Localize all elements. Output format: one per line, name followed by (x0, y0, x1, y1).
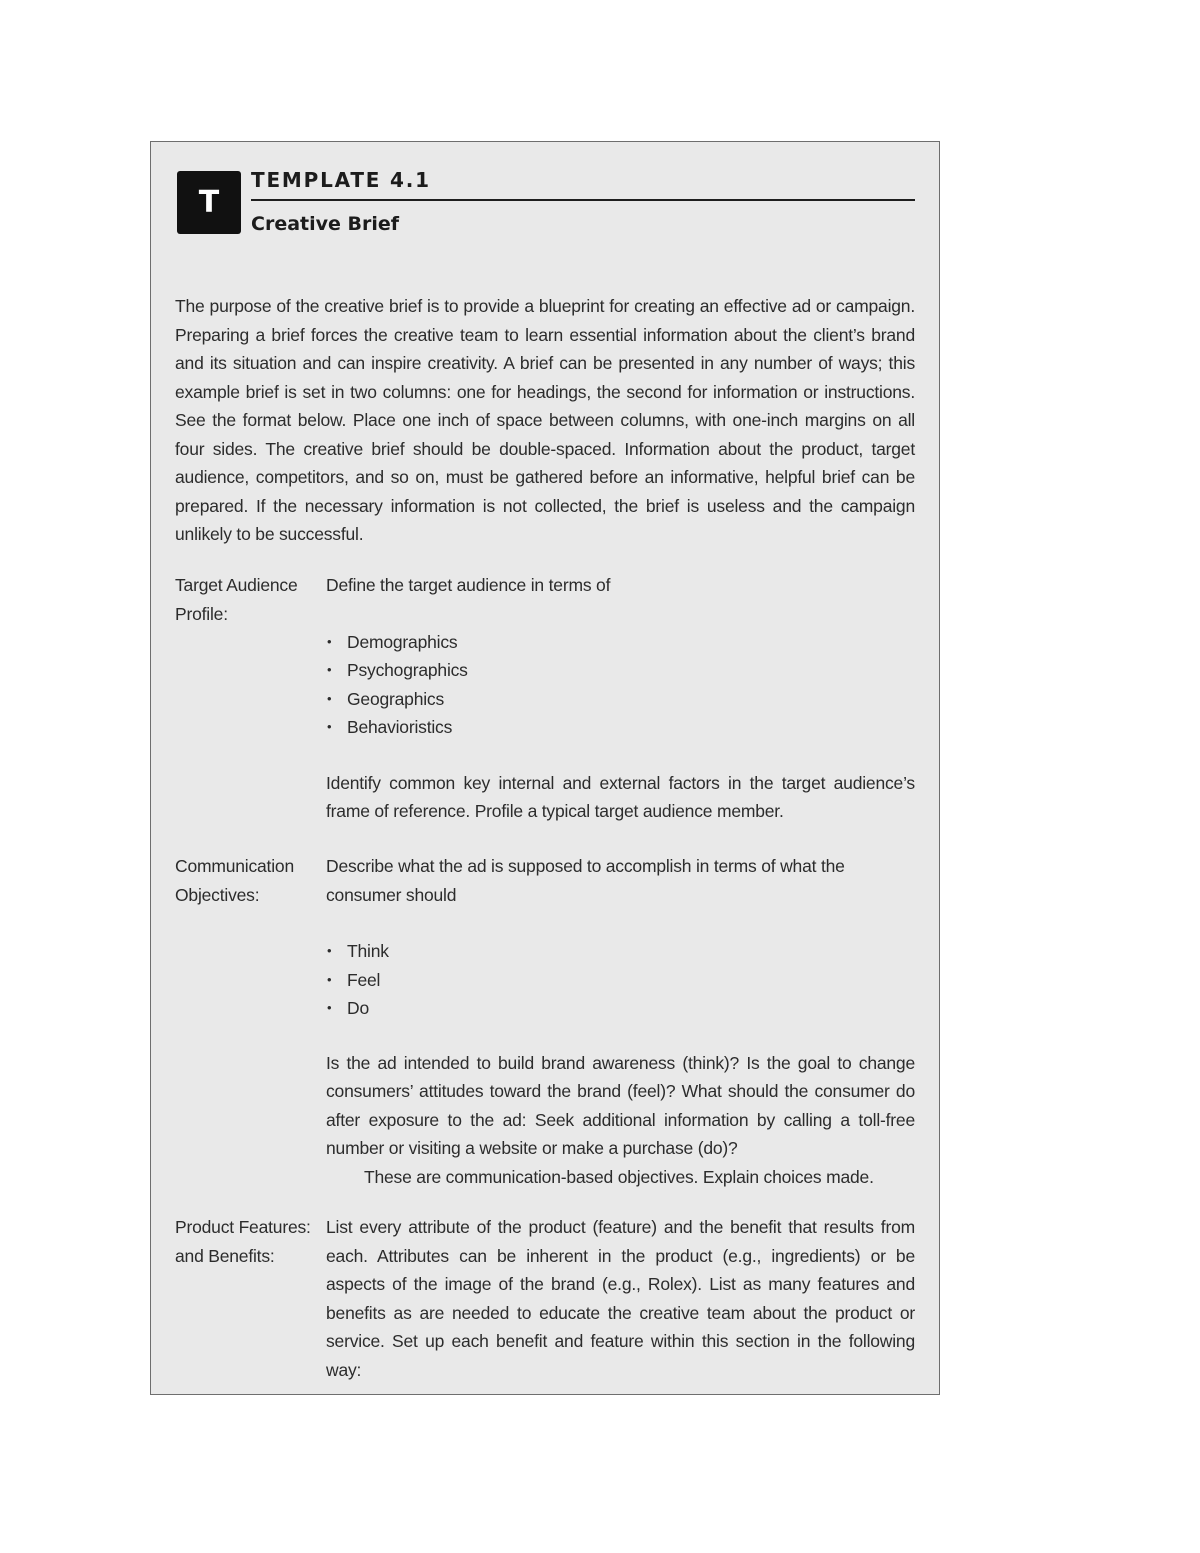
list-item: • Behavioristics (326, 713, 915, 742)
section-body (326, 1213, 915, 1384)
section-detail: List every attribute of the product (feature) and the benefit that results from each. Attributes can be inherent in the product (e.g., ingredients) or be aspects of the image of the brand (e.g., Rolex). List as many features and benefits as are needed to educate the creative team about the product or service. Set up each benefit and feature within this section in the following way: (326, 1217, 915, 1380)
template-badge: T (177, 171, 241, 234)
bullet-list (326, 937, 915, 1023)
template-box (150, 141, 940, 1395)
bullet-icon: • (327, 690, 332, 706)
bullet-icon: • (327, 719, 332, 734)
bullet-icon: • (327, 1000, 332, 1015)
bullet-icon: • (327, 943, 332, 958)
section-detail: Is the ad intended to build brand awareness (think)? Is the goal to change consumers’ attitudes toward the brand (feel)? What should the consumer do after exposure to the ad: Seek additional information by calling a toll-free number or visiting a website or make a purchase (do)? (326, 1052, 915, 1158)
list-item: • Do (326, 994, 915, 1023)
section-body (326, 571, 915, 826)
section-lead: Describe what the ad is supposed to accomplish in terms of what the consumer should (326, 856, 845, 905)
intro-paragraph: The purpose of the creative brief is to provide a blueprint for creating an effective ad or campaign. Preparing a brief forces the creative team to learn essential information about the client’s brand and its situation and can inspire creativity. A brief can be presented in any number of ways; this example brief is set in two columns: one for headings, the second for information or instructions. See the format below. Place one inch of space between columns, with one-inch margins on all four sides. The creative brief should be double-spaced. Information about the product, target audience, competitors, and so on, must be gathered before an informative, helpful brief can be prepared. If the necessary information is not collected, the brief is useless and the campaign unlikely to be successful. (175, 296, 915, 544)
section-label: Target Audience Profile: (175, 575, 298, 624)
section-lead: Define the target audience in terms of (326, 575, 611, 595)
list-item: • Psychographics (326, 656, 915, 685)
bullet-list (326, 628, 915, 742)
bullet-icon: • (327, 633, 332, 649)
section-detail-note: These are communication-based objectives. Explain choices made. (364, 1166, 874, 1187)
header-rule (251, 199, 915, 201)
section-label: Product Features: and Benefits: (175, 1217, 311, 1266)
template-title: Creative Brief (251, 213, 400, 235)
list-item: • Geographics (326, 685, 915, 714)
list-item: • Feel (326, 966, 915, 995)
template-number: TEMPLATE 4.1 (251, 168, 431, 192)
bullet-icon: • (327, 971, 332, 987)
section-body (326, 852, 915, 1191)
list-item: • Demographics (326, 628, 915, 657)
list-item: • Think (326, 937, 915, 966)
section-label: Communication Objectives: (175, 856, 294, 905)
section-detail: Identify common key internal and external factors in the target audience’s frame of reference. Profile a typical target audience member. (326, 772, 915, 821)
bullet-icon: • (327, 662, 332, 677)
